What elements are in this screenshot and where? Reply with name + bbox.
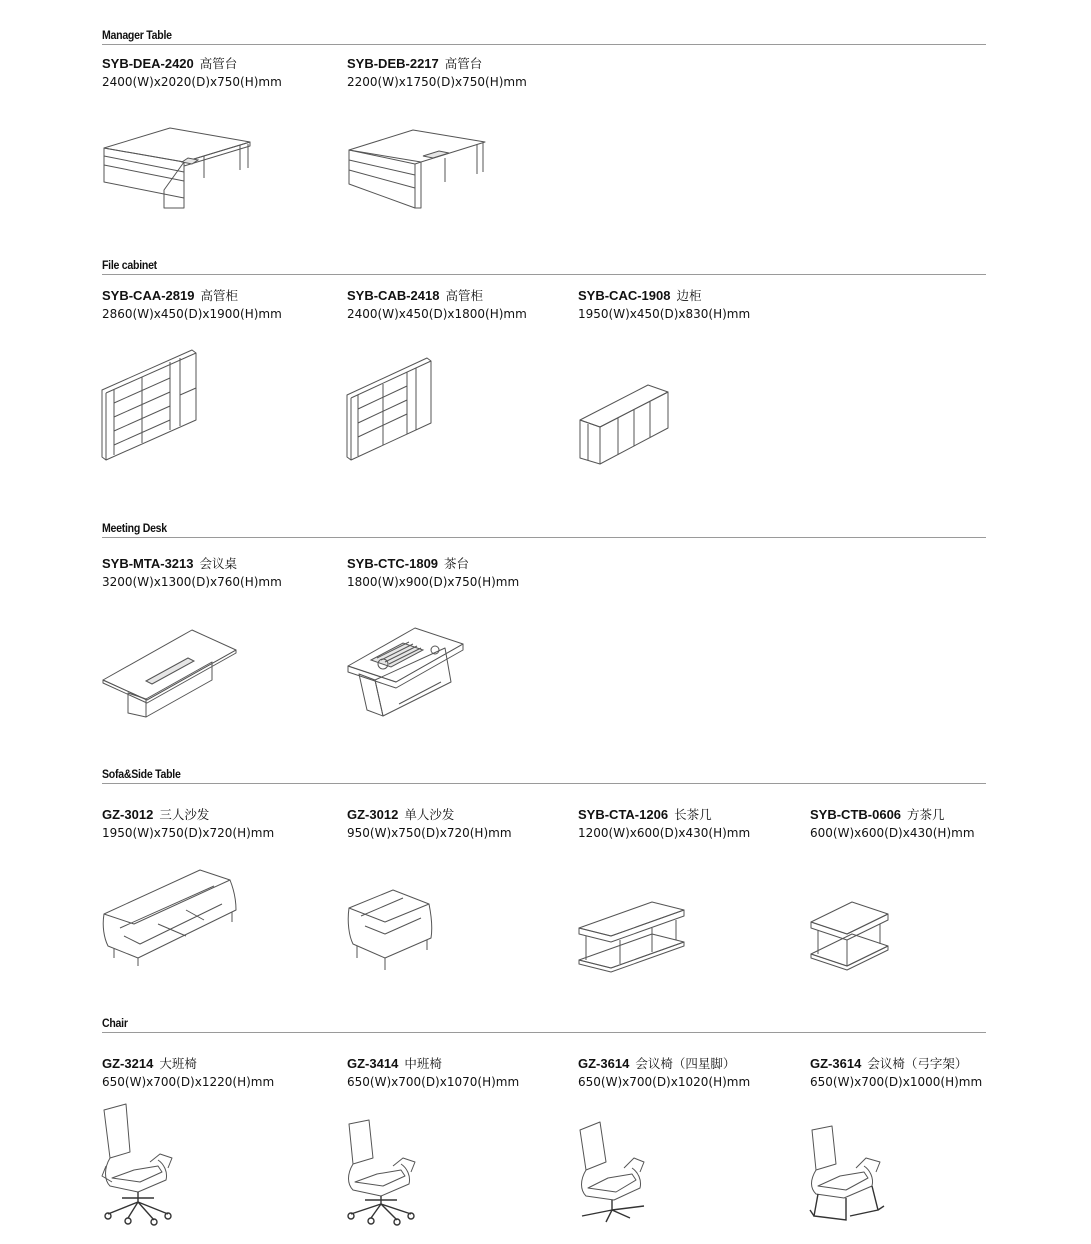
product-dimensions: 1200(W)x600(D)x430(H)mm	[578, 826, 751, 840]
product-name: 高管柜	[445, 288, 483, 303]
product-item	[347, 1053, 577, 1089]
product-code: SYB-DEA-2420	[102, 56, 194, 71]
product-name: 长茶几	[674, 807, 712, 822]
product-name: 三人沙发	[159, 807, 210, 822]
product-dimensions: 650(W)x700(D)x1070(H)mm	[347, 1075, 520, 1089]
product-code: SYB-CAA-2819	[102, 288, 195, 303]
section-title-chair: Chair	[102, 1016, 128, 1030]
product-item	[810, 804, 1040, 840]
product-code: SYB-CTC-1809	[347, 556, 439, 571]
product-item	[347, 285, 577, 321]
section-divider	[102, 44, 986, 45]
product-item	[102, 553, 332, 589]
product-name: 大班椅	[159, 1056, 197, 1071]
four-star-base-chair-icon	[574, 1118, 654, 1226]
product-item	[347, 53, 577, 89]
product-name: 会议桌	[199, 556, 238, 571]
product-code: SYB-CTB-0606	[810, 807, 902, 822]
product-name: 边柜	[676, 288, 702, 303]
product-name: 会议椅（弓字架）	[867, 1056, 968, 1071]
product-code: SYB-CAB-2418	[347, 288, 440, 303]
product-dimensions: 650(W)x700(D)x1020(H)mm	[578, 1075, 751, 1089]
single-sofa-icon	[345, 886, 435, 976]
product-name: 茶台	[444, 556, 470, 571]
product-code: GZ-3214	[102, 1056, 154, 1071]
section-divider	[102, 537, 986, 538]
product-code: GZ-3414	[347, 1056, 399, 1071]
product-name: 中班椅	[404, 1056, 442, 1071]
product-name: 会议椅（四星脚）	[635, 1056, 736, 1071]
section-title-meeting-desk: Meeting Desk	[102, 521, 167, 535]
mid-back-swivel-chair-icon	[343, 1118, 423, 1226]
product-code: SYB-MTA-3213	[102, 556, 194, 571]
tea-table-icon	[345, 622, 465, 720]
product-dimensions: 2200(W)x1750(D)x750(H)mm	[347, 75, 527, 89]
section-divider	[102, 783, 986, 784]
product-dimensions: 2400(W)x450(D)x1800(H)mm	[347, 307, 527, 321]
sled-base-chair-icon	[806, 1124, 890, 1224]
product-item	[347, 804, 577, 840]
l-shaped-executive-desk-icon	[100, 120, 260, 215]
l-shaped-executive-desk-icon	[345, 120, 505, 215]
section-divider	[102, 1032, 986, 1033]
product-dimensions: 2400(W)x2020(D)x750(H)mm	[102, 75, 282, 89]
product-item	[102, 285, 332, 321]
tall-bookcase-cabinet-icon	[345, 355, 435, 463]
product-dimensions: 950(W)x750(D)x720(H)mm	[347, 826, 512, 840]
product-item	[102, 53, 332, 89]
section-divider	[102, 274, 986, 275]
square-coffee-table-icon	[808, 898, 892, 976]
product-dimensions: 600(W)x600(D)x430(H)mm	[810, 826, 975, 840]
product-code: GZ-3614	[578, 1056, 630, 1071]
product-item	[578, 1053, 808, 1089]
product-code: GZ-3012	[102, 807, 154, 822]
product-item	[578, 285, 808, 321]
product-item	[347, 553, 577, 589]
product-name: 高管台	[199, 56, 238, 71]
product-name: 单人沙发	[404, 807, 455, 822]
product-name: 方茶几	[907, 807, 945, 822]
product-item	[810, 1053, 1040, 1089]
product-code: SYB-CAC-1908	[578, 288, 671, 303]
section-title-manager-table: Manager Table	[102, 28, 172, 42]
product-name: 高管柜	[200, 288, 238, 303]
product-code: SYB-DEB-2217	[347, 56, 439, 71]
product-item	[102, 1053, 332, 1089]
product-item	[102, 804, 332, 840]
product-dimensions: 650(W)x700(D)x1220(H)mm	[102, 1075, 275, 1089]
product-dimensions: 650(W)x700(D)x1000(H)mm	[810, 1075, 983, 1089]
low-sideboard-icon	[578, 380, 673, 465]
product-code: GZ-3012	[347, 807, 399, 822]
product-dimensions: 1950(W)x750(D)x720(H)mm	[102, 826, 275, 840]
high-back-swivel-chair-icon	[98, 1102, 178, 1226]
product-dimensions: 1800(W)x900(D)x750(H)mm	[347, 575, 520, 589]
tall-bookcase-cabinet-icon	[100, 345, 200, 463]
product-code: SYB-CTA-1206	[578, 807, 669, 822]
three-seat-sofa-icon	[100, 866, 240, 971]
long-coffee-table-icon	[576, 898, 688, 973]
section-title-sofa-side-table: Sofa&Side Table	[102, 767, 181, 781]
product-dimensions: 1950(W)x450(D)x830(H)mm	[578, 307, 751, 321]
product-dimensions: 3200(W)x1300(D)x760(H)mm	[102, 575, 282, 589]
product-code: GZ-3614	[810, 1056, 862, 1071]
product-name: 高管台	[444, 56, 483, 71]
product-dimensions: 2860(W)x450(D)x1900(H)mm	[102, 307, 282, 321]
product-item	[578, 804, 808, 840]
conference-table-icon	[100, 625, 240, 720]
section-title-file-cabinet: File cabinet	[102, 258, 157, 272]
